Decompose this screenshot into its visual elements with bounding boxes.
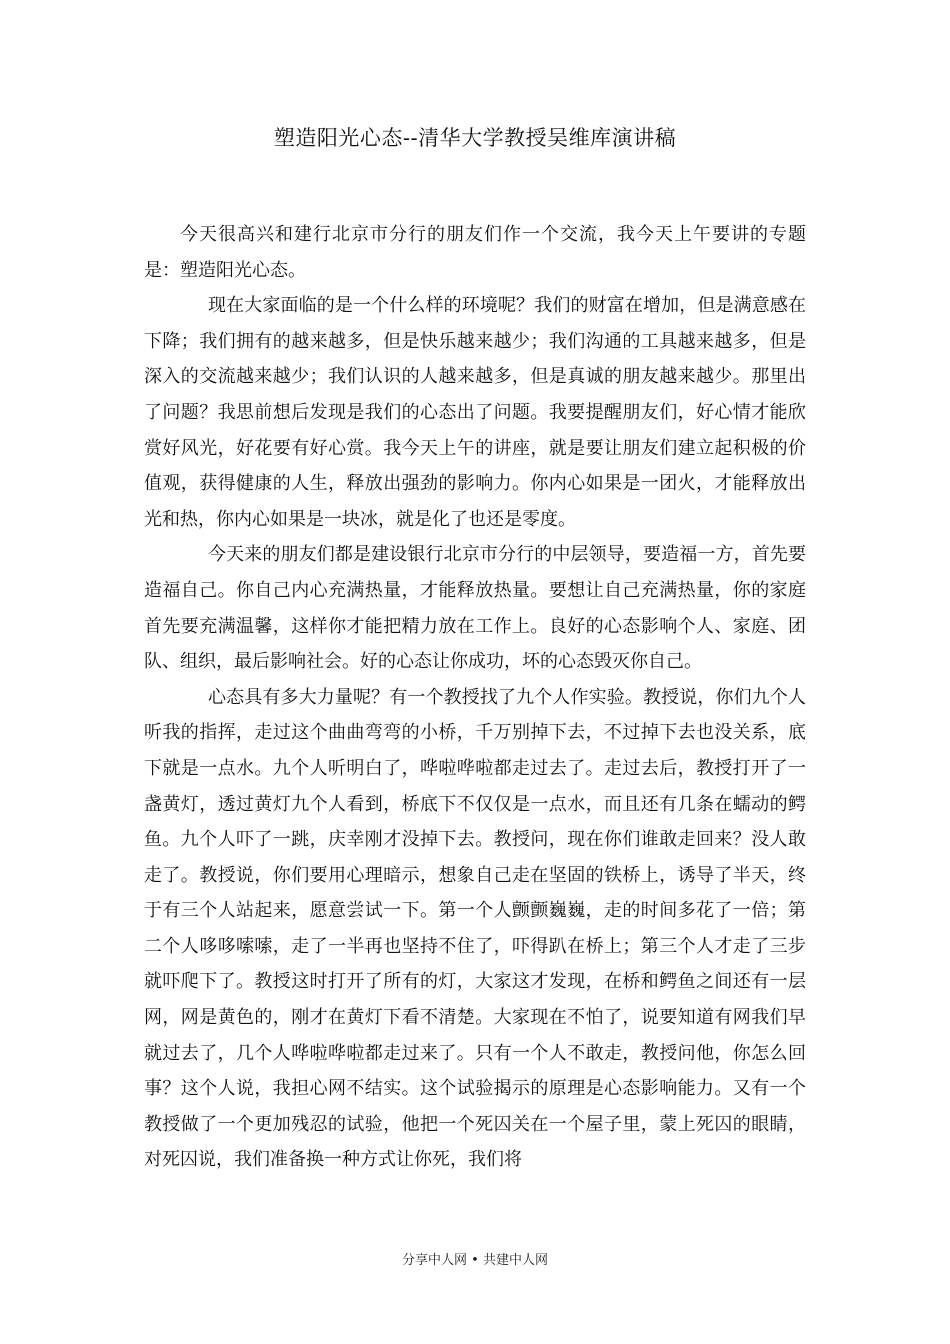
document-title: 塑造阳光心态--清华大学教授吴维库演讲稿 <box>273 126 677 150</box>
paragraph-3: 今天来的朋友们都是建设银行北京市分行的中层领导，要造福一方，首先要造福自己。你自己内心充满热量，才能释放热量。要想让自己充满热量，你的家庭首先要充满温馨，这样你才能把精力放在工作上。良好的心态影响个人、家庭、团队、组织，最后影响社会。好的心态让你成功，坏的心态毁灭你自己。 <box>144 544 806 673</box>
document-body <box>144 217 806 1178</box>
page-footer: 分享中人网 • 共建中人网 <box>402 1253 548 1268</box>
paragraph-1: 今天很高兴和建行北京市分行的朋友们作一个交流，我今天上午要讲的专题是：塑造阳光心态。 <box>144 224 806 281</box>
paragraph-2: 现在大家面临的是一个什么样的环境呢？我们的财富在增加，但是满意感在下降；我们拥有的越来越多，但是快乐越来越少；我们沟通的工具越来越多，但是深入的交流越来越少；我们认识的人越来越多，但是真诚的朋友越来越少。那里出了问题？我思前想后发现是我们的心态出了问题。我要提醒朋友们，好心情才能欣赏好风光，好花要有好心赏。我今天上午的讲座，就是要让朋友们建立起积极的价值观，获得健康的人生，释放出强劲的影响力。你内心如果是一团火，才能释放出光和热，你内心如果是一块冰，就是化了也还是零度。 <box>144 295 806 530</box>
paragraph-4: 心态具有多大力量呢？有一个教授找了九个人作实验。教授说，你们九个人听我的指挥，走过这个曲曲弯弯的小桥，千万别掉下去，不过掉下去也没关系，底下就是一点水。九个人听明白了，哗啦哗啦都走过去了。走过去后，教授打开了一盏黄灯，透过黄灯九个人看到，桥底下不仅仅是一点水，而且还有几条在蠕动的鳄鱼。九个人吓了一跳，庆幸刚才没掉下去。教授问，现在你们谁敢走回来？没人敢走了。教授说，你们要用心理暗示，想象自己走在坚固的铁桥上，诱导了半天，终于有三个人站起来，愿意尝试一下。第一个人颤颤巍巍，走的时间多花了一倍；第二个人哆哆嗦嗦，走了一半再也坚持不住了，吓得趴在桥上；第三个人才走了三步就吓爬下了。教授这时打开了所有的灯，大家这才发现，在桥和鳄鱼之间还有一层网，网是黄色的，刚才在黄灯下看不清楚。大家现在不怕了，说要知道有网我们早就过去了，几个人哗啦哗啦都走过来了。只有一个人不敢走，教授问他，你怎么回事？这个人说，我担心网不结实。这个试验揭示的原理是心态影响能力。又有一个教授做了一个更加残忍的试验，他把一个死囚关在一个屋子里，蒙上死囚的眼睛，对死囚说，我们准备换一种方式让你死，我们将 <box>144 686 806 1171</box>
